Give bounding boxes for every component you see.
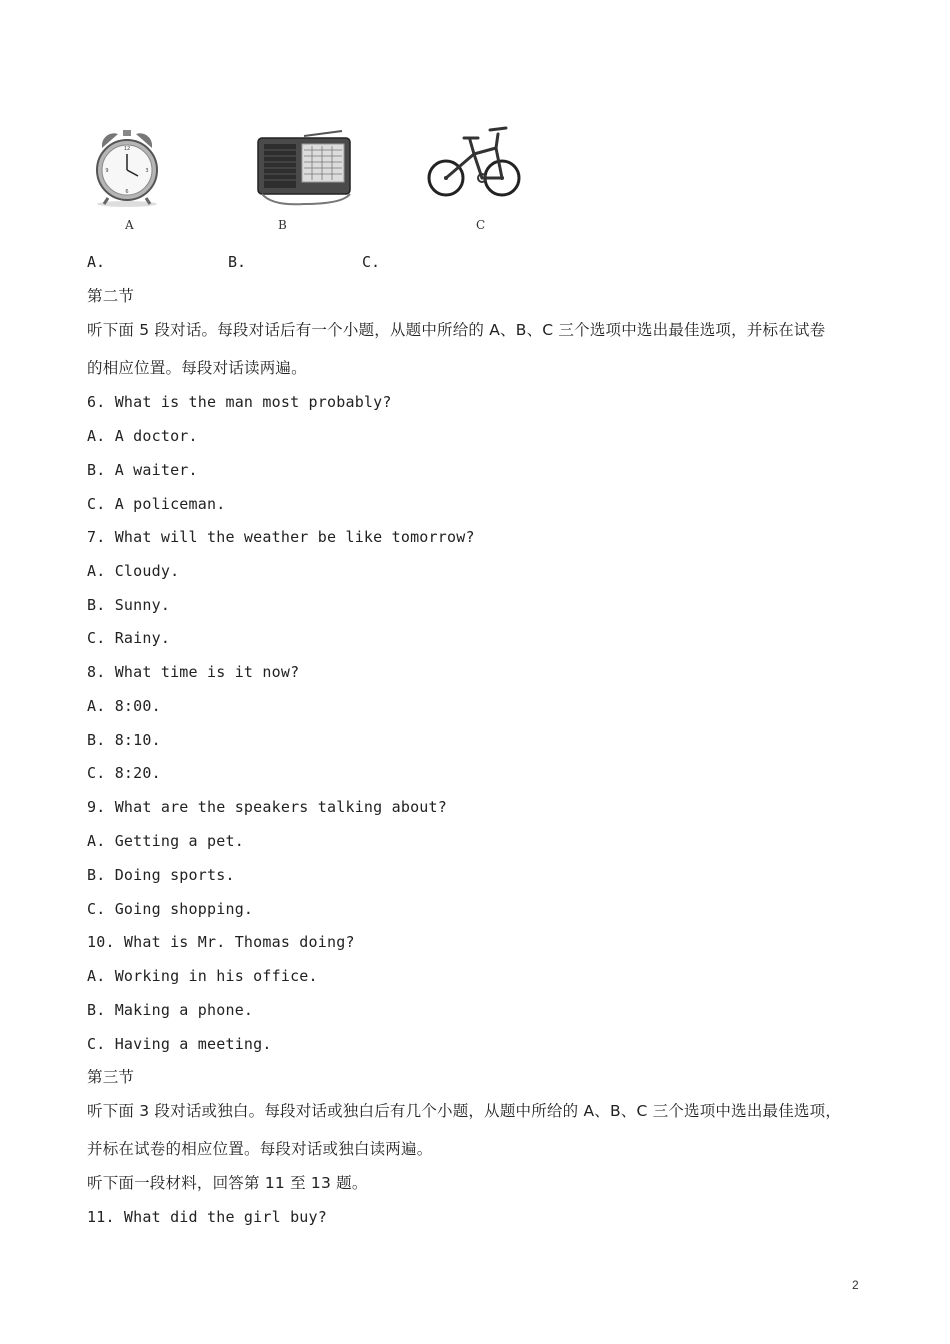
question-6-option-c: C. A policeman. — [87, 495, 226, 513]
question-7: 7. What will the weather be like tomorrow? — [87, 528, 475, 546]
question-8-option-c: C. 8:20. — [87, 764, 161, 782]
question-10: 10. What is Mr. Thomas doing? — [87, 933, 355, 951]
material-note: 听下面一段材料，回答第 11 至 13 题。 — [87, 1174, 368, 1192]
question-8: 8. What time is it now? — [87, 663, 300, 681]
bicycle-icon — [424, 118, 524, 208]
question-10-option-c: C. Having a meeting. — [87, 1035, 272, 1053]
alarm-clock-icon — [88, 126, 166, 208]
question-6: 6. What is the man most probably? — [87, 393, 392, 411]
question-9-option-c: C. Going shopping. — [87, 900, 254, 918]
question-9: 9. What are the speakers talking about? — [87, 798, 447, 816]
question-7-option-b: B. Sunny. — [87, 596, 171, 614]
svg-text:12: 12 — [123, 146, 131, 152]
svg-text:9: 9 — [105, 168, 109, 174]
alarm-clock-picture — [88, 126, 166, 208]
radio-icon — [252, 128, 356, 208]
svg-text:3: 3 — [145, 168, 149, 174]
svg-text:6: 6 — [125, 189, 129, 195]
question-8-option-a: A. 8:00. — [87, 697, 161, 715]
bicycle-picture — [424, 118, 524, 208]
section2-instruction-line1: 听下面 5 段对话。每段对话后有一个小题，从题中所给的 A、B、C 三个选项中选出最佳选项，并标在试卷 — [87, 321, 826, 339]
question-10-option-a: A. Working in his office. — [87, 967, 318, 985]
question-9-option-a: A. Getting a pet. — [87, 832, 244, 850]
page-number: 2 — [852, 1278, 859, 1292]
choice-a: A. — [87, 253, 106, 271]
section2-heading: 第二节 — [87, 287, 135, 305]
radio-picture — [252, 128, 356, 208]
question-11: 11. What did the girl buy? — [87, 1208, 327, 1226]
picture-label-b: B — [278, 218, 287, 232]
question-6-option-a: A. A doctor. — [87, 427, 198, 445]
question-10-option-b: B. Making a phone. — [87, 1001, 254, 1019]
choice-b: B. — [228, 253, 247, 271]
choice-c: C. — [362, 253, 381, 271]
picture-label-c: C — [476, 218, 486, 232]
section2-instruction-line2: 的相应位置。每段对话读两遍。 — [87, 359, 307, 377]
picture-label-a: A — [125, 218, 134, 232]
question-7-option-c: C. Rainy. — [87, 629, 171, 647]
question-8-option-b: B. 8:10. — [87, 731, 161, 749]
section3-instruction-line2: 并标在试卷的相应位置。每段对话或独白读两遍。 — [87, 1140, 433, 1158]
question-9-option-b: B. Doing sports. — [87, 866, 235, 884]
question-7-option-a: A. Cloudy. — [87, 562, 180, 580]
section3-instruction-line1: 听下面 3 段对话或独白。每段对话或独白后有几个小题，从题中所给的 A、B、C 三个选项中选出最佳选项， — [87, 1102, 842, 1120]
question-6-option-b: B. A waiter. — [87, 461, 198, 479]
section3-heading: 第三节 — [87, 1068, 135, 1086]
